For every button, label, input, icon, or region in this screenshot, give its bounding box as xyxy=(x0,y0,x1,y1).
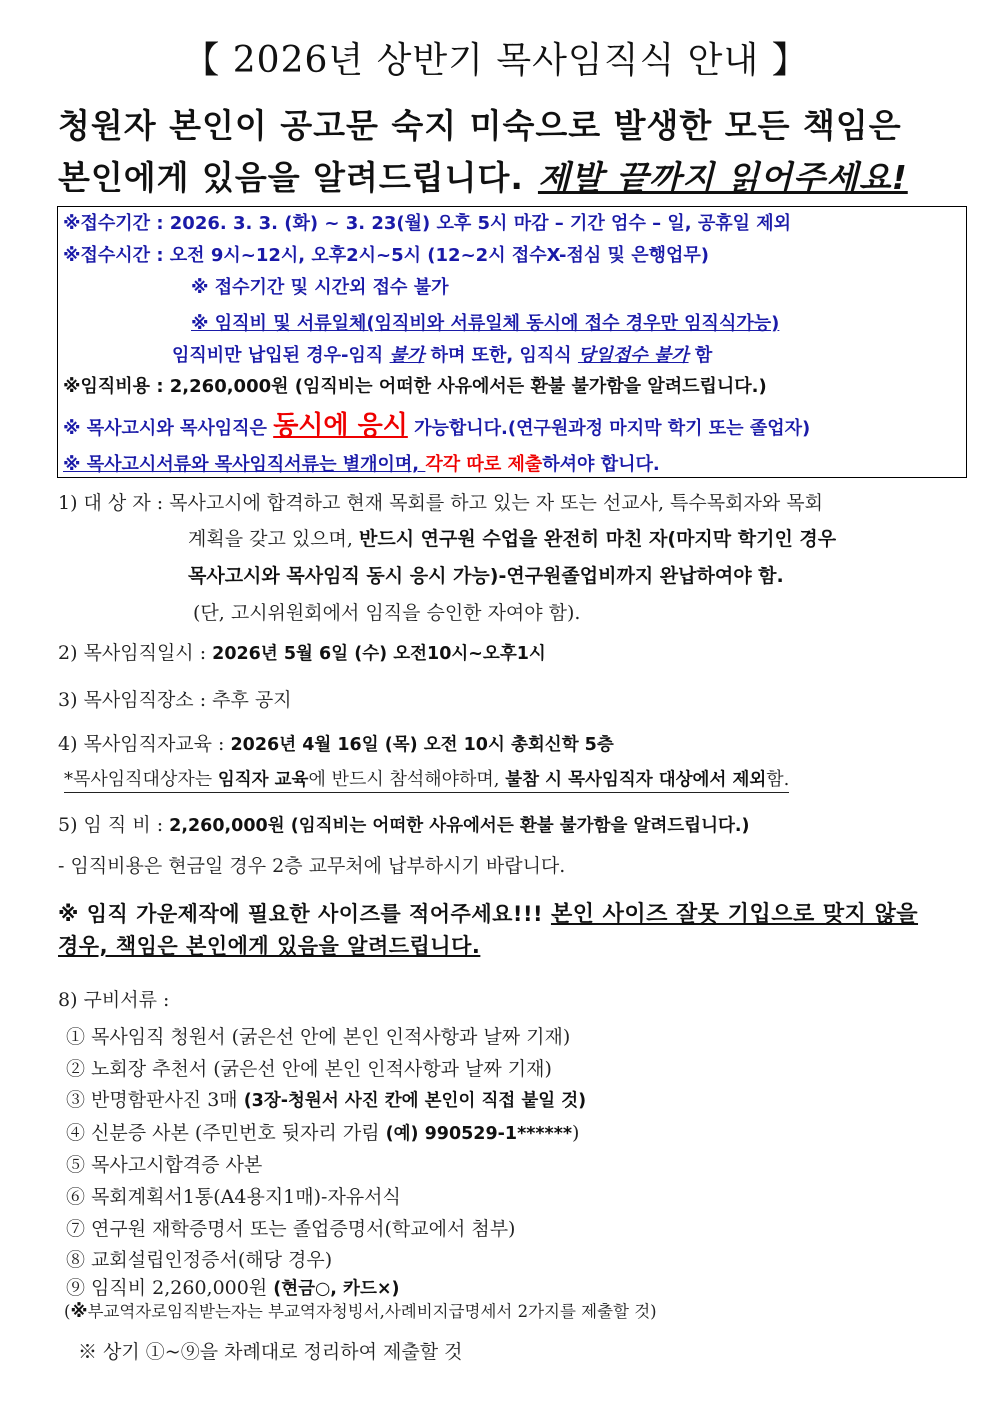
target-line-2-a: 계획을 갖고 있으며, xyxy=(188,528,359,550)
notice-period: ※접수기간 : 2026. 3. 3. (화) ~ 3. 23(월) 오후 5시 마감 – 기간 엄수 – 일, 공휴일 제외 xyxy=(63,213,792,234)
notice-box xyxy=(57,206,967,478)
ordination-date-label: 2) 목사임직일시 : xyxy=(58,642,213,664)
document-7: ⑦ 연구원 재학증명서 또는 졸업증명서(학교에서 첨부) xyxy=(66,1218,516,1240)
document-9-note-a: ( xyxy=(64,1302,71,1321)
warning-line-1: 청원자 본인이 공고문 숙지 미숙으로 발생한 모든 책임은 xyxy=(58,106,902,145)
fee xyxy=(58,810,750,837)
notice-simultaneous-b: 동시에 응시 xyxy=(273,411,408,441)
education-note-d: 불참 시 목사임직자 대상에서 제외 xyxy=(505,770,767,790)
education-note-b: 임직자 교육 xyxy=(217,770,309,790)
notice-fee-only-e: 함 xyxy=(688,345,713,366)
notice-fee-only-d: 당일접수 불가 xyxy=(577,345,689,366)
education-note-a: *목사임직대상자는 xyxy=(64,769,218,790)
education xyxy=(58,729,614,756)
page-title: 【 2026년 상반기 목사임직식 안내 】 xyxy=(183,40,809,81)
document-5: ⑤ 목사고시합격증 사본 xyxy=(66,1154,263,1176)
target-line-1: 1) 대 상 자 : 목사고시에 합격하고 현재 목회를 하고 있는 자 또는 선교사, 특수목회자와 목회 xyxy=(58,492,823,514)
document-3-a: ③ 반명함판사진 3매 xyxy=(66,1089,244,1111)
documents-final-note: ※ 상기 ①~⑨을 차례대로 정리하여 제출할 것 xyxy=(78,1341,463,1363)
document-9 xyxy=(66,1273,400,1300)
document-3-b: (3장-청원서 사진 칸에 본인이 직접 붙일 것) xyxy=(243,1091,587,1111)
document-1: ① 목사임직 청원서 (굵은선 안에 본인 인적사항과 날짜 기재) xyxy=(66,1026,571,1048)
notice-simultaneous-c: 가능합니다.(연구원과정 마지막 학기 또는 졸업자) xyxy=(407,418,811,439)
size-notice-line-1 xyxy=(58,897,918,928)
fee-label: 5) 임 직 비 : xyxy=(58,814,170,836)
documents-label: 8) 구비서류 : xyxy=(58,989,170,1011)
warning-line-2-text: 본인에게 있음을 알려드립니다. xyxy=(58,158,524,197)
document-4-b: (예) 990529-1****** xyxy=(385,1124,573,1144)
size-notice-a: ※ 임직 가운제작에 필요한 사이즈를 적어주세요!!! xyxy=(58,902,551,926)
ordination-place: 3) 목사임직장소 : 추후 공지 xyxy=(58,689,292,711)
document-6: ⑥ 목회계획서1통(A4용지1매)-자유서식 xyxy=(66,1186,401,1208)
education-value: 2026년 4월 16일 (목) 오전 10시 총회신학 5층 xyxy=(230,735,614,755)
education-note-c: 에 반드시 참석해야하며, xyxy=(308,769,506,790)
size-notice-b: 본인 사이즈 잘못 기입으로 맞지 않을 xyxy=(550,902,919,927)
document-4 xyxy=(66,1118,579,1145)
notice-fee-only-a: 임직비만 납입된 경우-임직 xyxy=(172,345,390,366)
document-9-note-b: ※ xyxy=(70,1302,88,1322)
notice-separate xyxy=(63,450,660,476)
document-4-a: ④ 신분증 사본 (주민번호 뒷자리 가림 xyxy=(66,1122,386,1144)
target-line-3: 목사고시와 목사임직 동시 응시 가능)-연구원졸업비까지 완납하여야 함. xyxy=(188,565,784,587)
ordination-date xyxy=(58,638,546,665)
notice-separate-b: 각각 따로 제출 xyxy=(425,454,543,475)
education-label: 4) 목사임직자교육 : xyxy=(58,733,231,755)
notice-separate-c: 하셔야 합니다. xyxy=(542,454,660,475)
size-notice-line-2: 경우, 책임은 본인에게 있음을 알려드립니다. xyxy=(58,934,481,958)
document-8: ⑧ 교회설립인정증서(해당 경우) xyxy=(66,1249,333,1271)
fee-cash: - 임직비용은 현금일 경우 2층 교무처에 납부하시기 바랍니다. xyxy=(58,855,566,877)
notice-fee-only xyxy=(172,341,712,367)
document-2: ② 노회장 추천서 (굵은선 안에 본인 인적사항과 날짜 기재) xyxy=(66,1058,552,1080)
warning-line-2 xyxy=(58,152,908,199)
document-4-c: ) xyxy=(572,1122,580,1144)
fee-value: 2,260,000원 (임직비는 어떠한 사유에서든 환불 불가함을 알려드립니다.) xyxy=(169,816,750,836)
document-9-b: (현금○, 카드×) xyxy=(273,1279,400,1299)
notice-fee-only-c: 하며 또한, 임직식 xyxy=(424,345,578,366)
notice-fee-only-b: 불가 xyxy=(389,345,425,366)
target-line-2-b: 반드시 연구원 수업을 완전히 마친 자(마지막 학기인 경우 xyxy=(359,528,837,550)
target-line-4: (단, 고시위원회에서 임직을 승인한 자여야 함). xyxy=(193,602,581,624)
notice-fee-documents: ※ 임직비 및 서류일체(임직비와 서류일체 동시에 접수 경우만 임직식가능) xyxy=(191,313,780,334)
notice-separate-a: ※ 목사고시서류와 목사임직서류는 별개이며, xyxy=(63,454,426,475)
warning-emphasis: 제발 끝까지 읽어주세요! xyxy=(537,158,908,197)
document-9-note-c: 부교역자로임직받는자는 부교역자청빙서,사례비지급명세서 2가지를 제출할 것) xyxy=(87,1302,657,1321)
notice-simultaneous xyxy=(63,405,810,442)
notice-hours: ※접수시간 : 오전 9시~12시, 오후2시~5시 (12~2시 접수X-점심 및 은행업무) xyxy=(63,245,709,266)
education-note-e: 함. xyxy=(766,769,790,790)
notice-fee: ※임직비용 : 2,260,000원 (임직비는 어떠한 사유에서든 환불 불가함을 알려드립니다.) xyxy=(63,376,767,397)
document-3 xyxy=(66,1085,586,1112)
education-note xyxy=(64,765,789,793)
document-9-note xyxy=(64,1298,657,1322)
target-line-2 xyxy=(188,524,836,551)
ordination-date-value: 2026년 5월 6일 (수) 오전10시~오후1시 xyxy=(212,644,546,664)
notice-simultaneous-a: ※ 목사고시와 목사임직은 xyxy=(63,418,274,439)
notice-no-late: ※ 접수기간 및 시간외 접수 불가 xyxy=(191,277,449,298)
document-9-a: ⑨ 임직비 2,260,000원 xyxy=(66,1277,274,1299)
